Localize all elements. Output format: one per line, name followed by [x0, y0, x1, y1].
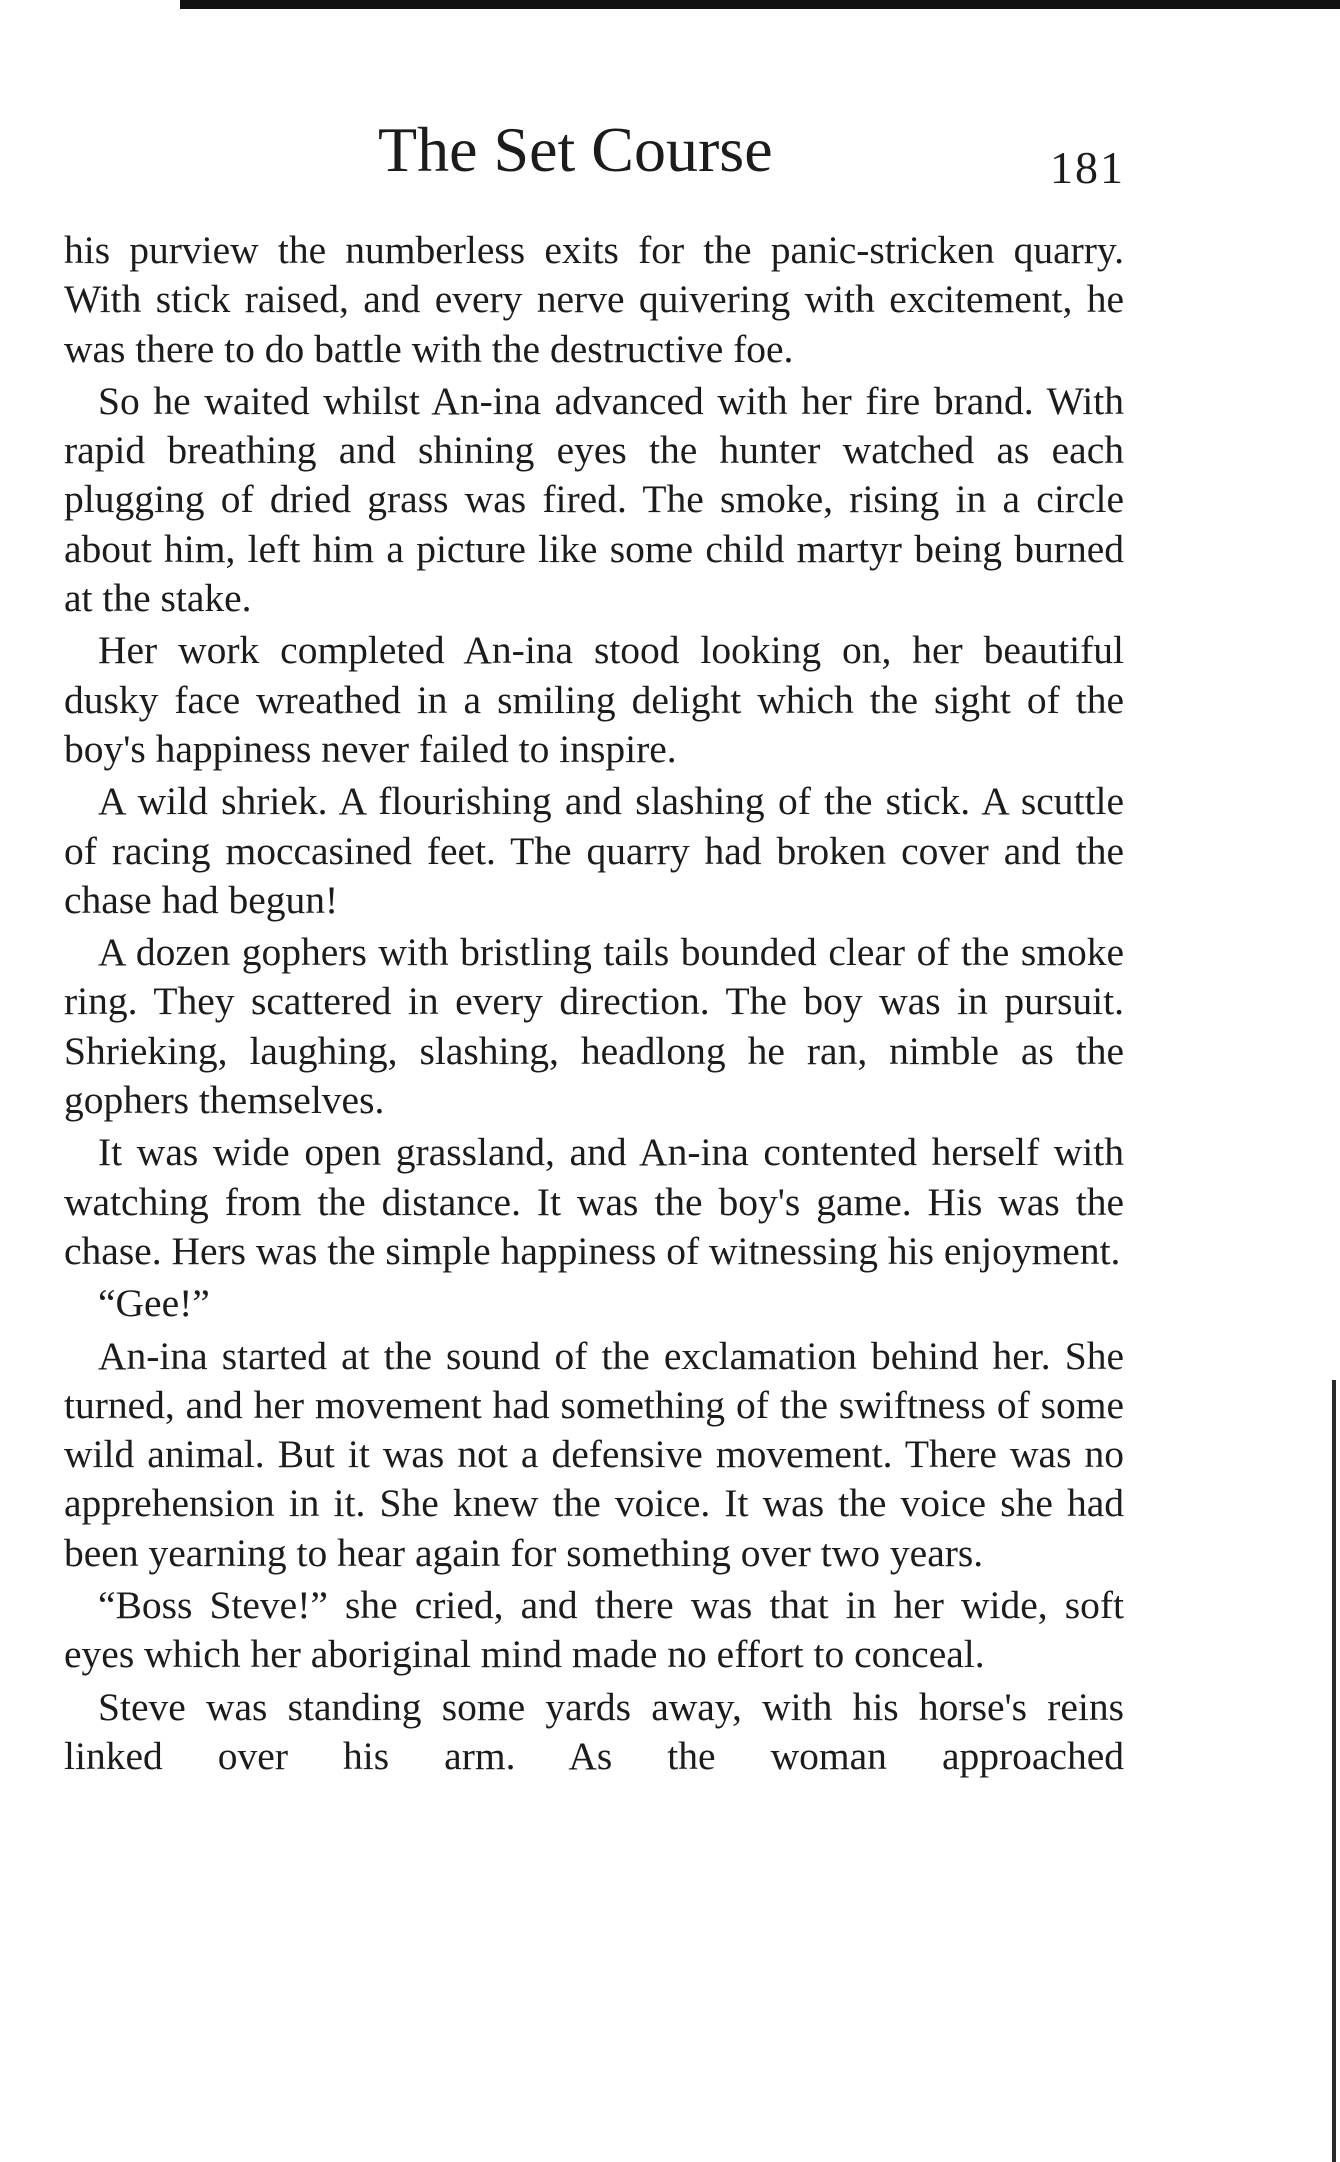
- paragraph-1: his purview the numberless exits for the panic-stricken quarry. With stick raised, and every nerve quivering with excitement, he was there to do battle with the destructive foe.: [64, 228, 1124, 371]
- running-head: [0, 110, 1340, 193]
- page-title: The Set Course: [378, 114, 773, 185]
- paragraph-3: Her work completed An-ina stood looking on, her beautiful dusky face wreathed in a smiling delight which the sight of the boy's happiness never failed to inspire.: [64, 628, 1124, 771]
- body-text: [64, 226, 1124, 1784]
- paragraph-9: “Boss Steve!” she cried, and there was that in her wide, soft eyes which her aboriginal mind made no effort to conceal.: [64, 1583, 1124, 1677]
- paragraph-10: Steve was standing some yards away, with his horse's reins linked over his arm. As the woman approached: [64, 1684, 1124, 1778]
- paragraph-4: A wild shriek. A flourishing and slashing of the stick. A scuttle of racing moccasined feet. The quarry had broken cover and the chase had begun!: [64, 779, 1124, 922]
- top-edge-rule: [180, 0, 1340, 9]
- paragraph-7: “Gee!”: [98, 1281, 210, 1326]
- paragraph-8: An-ina started at the sound of the exclamation behind her. She turned, and her movement had something of the swiftness of some wild animal. But it was not a defensive movement. There was no apprehension in it. She knew the voice. It was the voice she had been yearning to hear again for something over two years.: [64, 1333, 1124, 1575]
- page-number: 181: [1050, 142, 1125, 193]
- paragraph-6: It was wide open grassland, and An-ina contented herself with watching from the distance. It was the boy's game. His was the chase. Hers was the simple happiness of witnessing his enjoyment.: [64, 1130, 1124, 1273]
- paragraph-5: A dozen gophers with bristling tails bounded clear of the smoke ring. They scattered in every direction. The boy was in pursuit. Shrieking, laughing, slashing, headlong he ran, nimble as the gophers themselves.: [64, 930, 1124, 1123]
- paragraph-2: So he waited whilst An-ina advanced with her fire brand. With rapid breathing and shining eyes the hunter watched as each plugging of dried grass was fired. The smoke, rising in a circle about him, left him a picture like some child martyr being burned at the stake.: [64, 378, 1124, 621]
- right-edge-rule: [1332, 1380, 1336, 2162]
